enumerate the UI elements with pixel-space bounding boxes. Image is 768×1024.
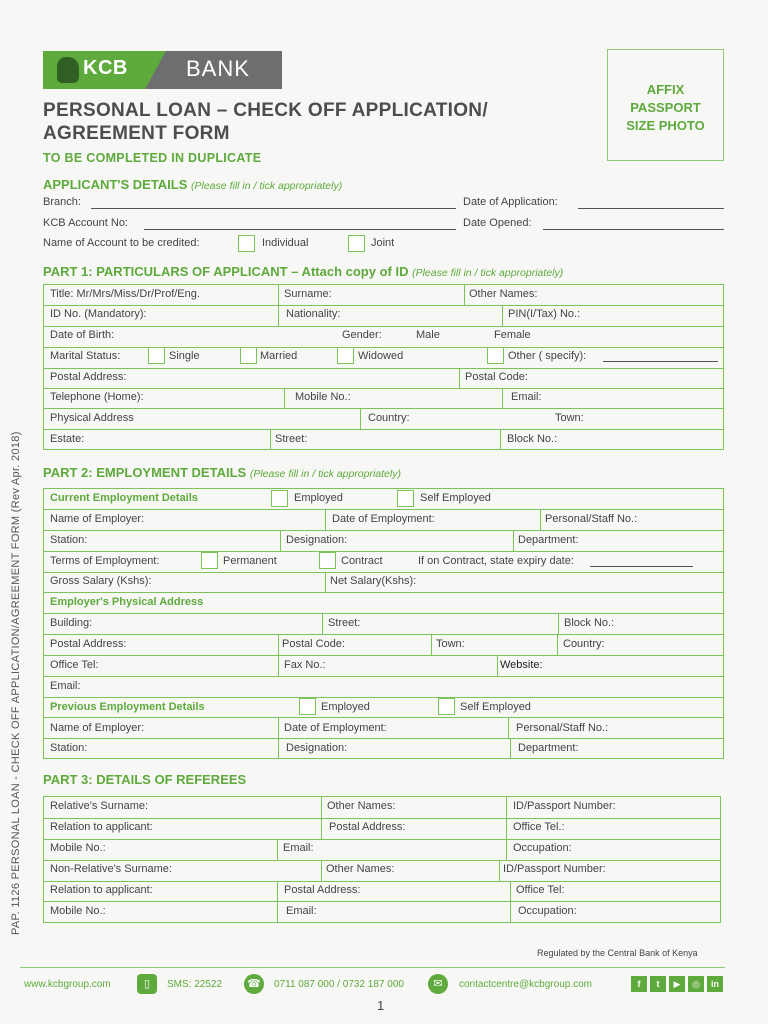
part3-table (43, 796, 721, 923)
individual-checkbox[interactable] (238, 235, 255, 252)
p1-pin: PIN(I/Tax) No.: (508, 308, 581, 320)
contract-checkbox[interactable] (319, 552, 336, 569)
p2-country: Country: (563, 638, 605, 650)
p3-other-names: Other Names: (327, 800, 396, 812)
p1-female: Female (494, 329, 531, 341)
footer-email[interactable]: contactcentre@kcbgroup.com (459, 979, 592, 990)
other-marital-field[interactable] (603, 361, 718, 362)
account-name-label: Name of Account to be credited: (43, 237, 200, 249)
p3-rel-surname: Relative's Surname: (50, 800, 149, 812)
p2-terms: Terms of Employment: (50, 555, 160, 567)
p2-permanent: Permanent (223, 555, 277, 567)
p2-website: Website: (500, 659, 543, 671)
form-title (43, 99, 488, 145)
side-form-code: PAP. 1126 PERSONAL LOAN - CHECK OFF APPLICATION/AGREEMENT FORM (Rev Apr. 2018) (10, 431, 22, 935)
part2-table (43, 488, 724, 759)
p2-street: Street: (328, 617, 361, 629)
regulated-note: Regulated by the Central Bank of Kenya (537, 948, 698, 958)
part3-heading: PART 3: DETAILS OF REFEREES (43, 772, 247, 787)
p1-widowed: Widowed (358, 350, 404, 362)
branch-label: Branch: (43, 196, 81, 208)
p3-id-passport: ID/Passport Number: (513, 800, 616, 812)
p2-net: Net Salary(Kshs): (330, 575, 417, 587)
p2-self-employed: Self Employed (420, 492, 491, 504)
date-application-label: Date of Application: (463, 196, 558, 208)
kcb-logo (43, 51, 282, 89)
form-title-line2: AGREEMENT FORM (43, 123, 230, 144)
p2-prev-self-employed: Self Employed (460, 701, 531, 713)
p1-marital: Marital Status: (50, 350, 121, 362)
p1-male: Male (416, 329, 440, 341)
previous-employed-checkbox[interactable] (299, 698, 316, 715)
instagram-icon[interactable]: ◎ (688, 976, 704, 992)
phone-icon: ▯ (137, 974, 157, 994)
p3-relation: Relation to applicant: (50, 821, 153, 833)
p1-telephone: Telephone (Home): (50, 391, 144, 403)
photo-label-3: SIZE PHOTO (626, 118, 705, 133)
p2-office-tel: Office Tel: (50, 659, 99, 671)
p2-contract-expiry: If on Contract, state expiry date: (418, 555, 574, 567)
p2-employed: Employed (294, 492, 343, 504)
logo-kcb-text: KCB (83, 57, 128, 79)
p3-id-passport-2: ID/Passport Number: (503, 863, 606, 875)
p1-id-no: ID No. (Mandatory): (50, 308, 147, 320)
p1-email: Email: (511, 391, 542, 403)
p2-fax: Fax No.: (284, 659, 326, 671)
p1-mobile: Mobile No.: (295, 391, 351, 403)
p2-designation: Designation: (286, 534, 348, 546)
p3-occupation-2: Occupation: (518, 905, 577, 917)
footer-website[interactable]: www.kcbgroup.com (24, 979, 111, 990)
p1-physical: Physical Address (50, 412, 134, 424)
p1-dob: Date of Birth: (50, 329, 115, 341)
p2-contract: Contract (341, 555, 383, 567)
part1-heading-note: (Please fill in / tick appropriately) (412, 267, 564, 279)
linkedin-icon[interactable]: in (707, 976, 723, 992)
date-opened-field[interactable] (543, 229, 724, 230)
applicant-heading-text: APPLICANT'S DETAILS (43, 177, 188, 192)
individual-label: Individual (262, 237, 309, 249)
applicant-heading (43, 177, 342, 192)
p1-postal-address: Postal Address: (50, 371, 127, 383)
p3-mobile: Mobile No.: (50, 842, 106, 854)
photo-label-1: AFFIX (646, 82, 685, 97)
mail-icon: ✉ (428, 974, 448, 994)
page-number: 1 (377, 998, 385, 1013)
p1-gender: Gender: (342, 329, 382, 341)
p2-postal-address: Postal Address: (50, 638, 127, 650)
twitter-icon[interactable]: t (650, 976, 666, 992)
p3-other-names-2: Other Names: (326, 863, 395, 875)
p2-station: Station: (50, 534, 88, 546)
account-no-label: KCB Account No: (43, 217, 128, 229)
branch-field[interactable] (91, 208, 456, 209)
p1-other-specify: Other ( specify): (508, 350, 587, 362)
p2-gross: Gross Salary (Kshs): (50, 575, 152, 587)
p2-email: Email: (50, 680, 81, 692)
p2-postal-code: Postal Code: (282, 638, 345, 650)
p2-prev-station: Station: (50, 742, 88, 754)
p2-date-employment: Date of Employment: (332, 513, 435, 525)
p3-postal-address-2: Postal Address: (284, 884, 361, 896)
current-employed-checkbox[interactable] (271, 490, 288, 507)
logo-bank-text: BANK (186, 56, 250, 81)
applicant-heading-note: (Please fill in / tick appropriately) (191, 180, 343, 192)
p2-previous-heading: Previous Employment Details (50, 701, 205, 713)
p3-mobile-2: Mobile No.: (50, 905, 106, 917)
p3-postal-address: Postal Address: (329, 821, 406, 833)
youtube-icon[interactable]: ▶ (669, 976, 685, 992)
p3-occupation: Occupation: (513, 842, 572, 854)
p2-prev-employer: Name of Employer: (50, 722, 145, 734)
part2-heading (43, 465, 401, 480)
date-application-field[interactable] (578, 208, 724, 209)
footer-divider (20, 967, 725, 968)
part1-heading-text: PART 1: PARTICULARS OF APPLICANT – Attach copy of ID (43, 264, 409, 279)
p1-postal-code: Postal Code: (465, 371, 528, 383)
part1-heading (43, 264, 563, 279)
widowed-checkbox[interactable] (337, 347, 354, 364)
form-subtitle: TO BE COMPLETED IN DUPLICATE (43, 151, 262, 165)
p2-town: Town: (436, 638, 465, 650)
p3-relation-2: Relation to applicant: (50, 884, 153, 896)
single-checkbox[interactable] (148, 347, 165, 364)
joint-checkbox[interactable] (348, 235, 365, 252)
p1-other-names: Other Names: (469, 288, 538, 300)
p1-single: Single (169, 350, 200, 362)
joint-label: Joint (371, 237, 395, 249)
p2-prev-department: Department: (518, 742, 579, 754)
p2-building: Building: (50, 617, 93, 629)
p2-current-heading: Current Employment Details (50, 492, 198, 504)
p3-email: Email: (283, 842, 314, 854)
p1-town: Town: (555, 412, 584, 424)
facebook-icon[interactable]: f (631, 976, 647, 992)
part2-heading-note: (Please fill in / tick appropriately) (249, 468, 401, 480)
p2-physical-heading: Employer's Physical Address (50, 596, 204, 608)
p1-street: Street: (275, 433, 308, 445)
p2-department: Department: (518, 534, 579, 546)
p1-title: Title: Mr/Mrs/Miss/Dr/Prof/Eng. (50, 288, 200, 300)
photo-label-2: PASSPORT (630, 100, 701, 115)
current-self-employed-checkbox[interactable] (397, 490, 414, 507)
contract-expiry-field[interactable] (590, 566, 693, 567)
p3-nonrel-surname: Non-Relative's Surname: (50, 863, 172, 875)
other-marital-checkbox[interactable] (487, 347, 504, 364)
previous-self-employed-checkbox[interactable] (438, 698, 455, 715)
p1-estate: Estate: (50, 433, 85, 445)
p2-prev-date: Date of Employment: (284, 722, 387, 734)
p1-surname: Surname: (284, 288, 332, 300)
part2-heading-text: PART 2: EMPLOYMENT DETAILS (43, 465, 247, 480)
account-no-field[interactable] (144, 229, 456, 230)
p2-staff-no: Personal/Staff No.: (545, 513, 638, 525)
photo-box (607, 49, 724, 161)
footer-phones: 0711 087 000 / 0732 187 000 (274, 979, 404, 990)
form-title-line1: PERSONAL LOAN – CHECK OFF APPLICATION/ (43, 100, 488, 121)
p2-block: Block No.: (564, 617, 615, 629)
p1-country: Country: (368, 412, 410, 424)
p2-employer-name: Name of Employer: (50, 513, 145, 525)
p1-nationality: Nationality: (286, 308, 341, 320)
date-opened-label: Date Opened: (463, 217, 532, 229)
p2-prev-designation: Designation: (286, 742, 348, 754)
p3-email-2: Email: (286, 905, 317, 917)
p2-prev-employed: Employed (321, 701, 370, 713)
p3-office-tel-2: Office Tel: (516, 884, 565, 896)
married-checkbox[interactable] (240, 347, 257, 364)
lion-icon (57, 57, 79, 83)
footer-sms: SMS: 22522 (167, 979, 223, 990)
telephone-icon: ☎ (244, 974, 264, 994)
p3-office-tel: Office Tel.: (513, 821, 565, 833)
p1-block: Block No.: (507, 433, 558, 445)
p2-prev-staff: Personal/Staff No.: (516, 722, 609, 734)
p1-married: Married (260, 350, 298, 362)
permanent-checkbox[interactable] (201, 552, 218, 569)
